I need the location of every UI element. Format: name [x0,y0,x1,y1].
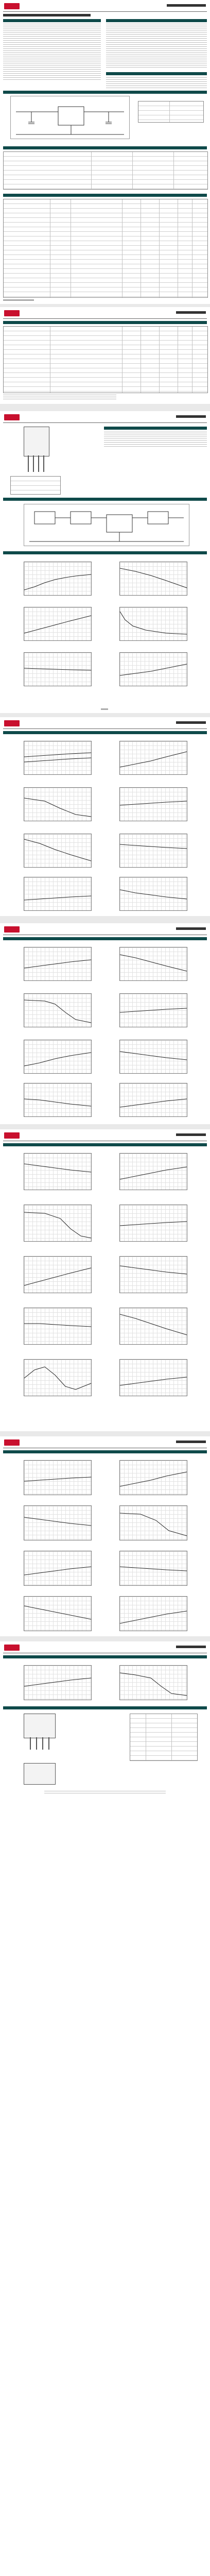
section-bar-pin-description [104,427,207,430]
page-2 [3,307,207,404]
performance-chart [119,993,187,1027]
performance-chart [24,1551,92,1586]
performance-chart [119,1308,187,1345]
page-gap [0,713,210,717]
header-rule [3,422,207,423]
section-bar-typical-performance [3,551,207,554]
performance-chart [119,787,187,821]
brand-logo [4,1439,20,1446]
page-5 [3,923,207,1124]
brand-logo [4,926,20,933]
absolute-max-ratings-table [3,151,208,190]
pin-description-text [104,432,207,447]
section-bar-package [3,1706,207,1709]
page-gap [0,1636,210,1641]
brand-logo [4,720,20,726]
page-6 [3,1129,207,1431]
page-number [101,708,108,710]
table-notes [3,395,116,401]
section-bar-electrical [3,194,207,197]
performance-chart [24,1308,92,1345]
performance-chart [119,1040,187,1074]
document-title [3,14,91,16]
section-bar-typical-performance [3,1450,207,1453]
page-footer-text [44,1791,166,1795]
section-bar-typical-performance [3,731,207,734]
performance-chart [119,562,187,596]
page-4 [3,717,207,916]
pin-description-table [10,476,61,495]
page-gap [0,1124,210,1129]
performance-chart [24,834,92,868]
page-8 [3,1641,207,2576]
section-bar-typical-circuit [3,91,207,94]
section-bar-features [106,19,207,22]
section-bar-applications [106,72,207,75]
performance-chart [24,562,92,596]
page-header-title [167,4,206,7]
page-header-title [176,311,206,314]
header-rule [3,318,207,319]
performance-chart [24,1083,92,1117]
section-bar-absolute-max [3,146,207,149]
performance-chart [119,1551,187,1586]
performance-chart [119,1205,187,1242]
ordering-info-table [138,101,204,123]
performance-chart [119,877,187,911]
performance-chart [119,1460,187,1495]
performance-chart [24,877,92,911]
package-dimensions-table [130,1714,198,1761]
performance-chart [24,607,92,641]
performance-chart [119,947,187,981]
performance-chart [119,1153,187,1190]
section-bar-electrical-cont [3,321,207,324]
performance-chart [119,1359,187,1396]
page-footer [3,299,34,301]
section-bar-description [3,19,101,22]
page-header-title [176,1133,206,1136]
package-drawing [24,427,49,456]
typical-circuit-diagram [10,96,130,139]
performance-chart [24,787,92,821]
page-3 [3,411,207,713]
package-outline-top [24,1714,56,1738]
performance-chart [24,947,92,981]
performance-chart [24,1040,92,1074]
header-rule [3,11,207,12]
performance-chart [24,1256,92,1293]
section-bar-typical-performance [3,937,207,940]
performance-chart [119,1596,187,1631]
performance-chart [119,607,187,641]
performance-chart [119,1256,187,1293]
features-list [106,24,207,69]
page-1 [3,0,207,304]
performance-chart [24,1153,92,1190]
page-7 [3,1436,207,1636]
performance-chart [24,1359,92,1396]
page-gap [0,916,210,923]
performance-chart [119,1665,187,1700]
page-header-title [176,1440,206,1443]
performance-chart [24,1505,92,1540]
brand-logo [4,1645,20,1651]
page-gap [0,1431,210,1436]
description-text [3,24,101,80]
block-diagram [24,504,189,546]
performance-chart [24,1665,92,1700]
performance-chart [24,993,92,1027]
performance-chart [24,1205,92,1242]
performance-chart [24,1460,92,1495]
page-header-title [176,927,206,930]
section-bar-typical-performance [3,1143,207,1146]
page-gap [0,404,210,411]
brand-logo [4,310,20,316]
performance-chart [119,652,187,686]
performance-chart [119,834,187,868]
brand-logo [4,1132,20,1139]
applications-list [106,77,207,89]
electrical-characteristics-table-1 [3,199,208,298]
performance-chart [24,652,92,686]
performance-chart [119,1083,187,1117]
page-header-title [176,415,206,418]
section-bar-applications-info [3,1655,207,1658]
brand-logo [4,414,20,420]
electrical-characteristics-table-2 [3,326,208,393]
section-bar-block-diagram [3,498,207,501]
page-header-title [176,721,206,724]
brand-logo [4,3,20,9]
performance-chart [24,1596,92,1631]
performance-chart [119,741,187,775]
package-outline-side [24,1763,56,1785]
performance-chart [119,1505,187,1540]
performance-chart [24,741,92,775]
header-rule [3,728,207,729]
page-header-title [176,1646,206,1648]
